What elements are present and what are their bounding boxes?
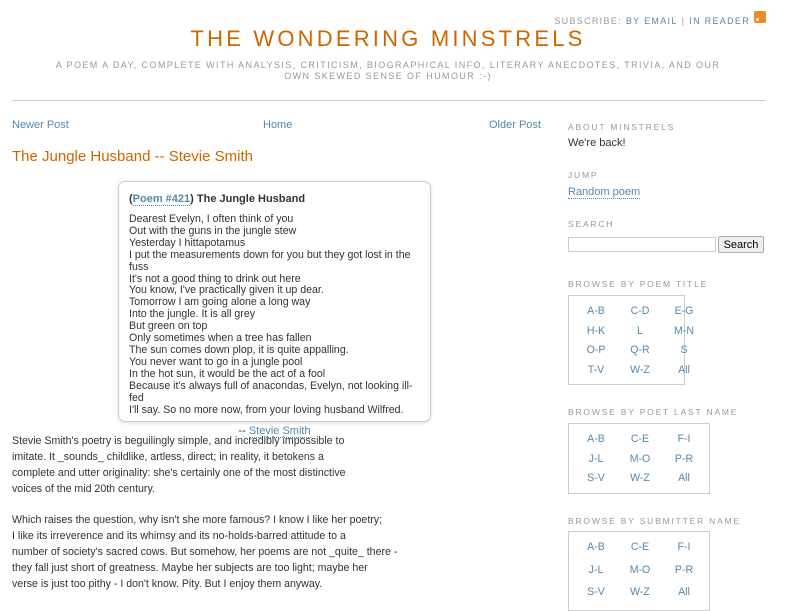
browse-poet-heading: BROWSE BY POET LAST NAME <box>568 407 739 417</box>
poem-line: You never want to go in a jungle pool <box>129 355 303 368</box>
rss-icon[interactable] <box>754 11 766 23</box>
text-line: Stevie Smith's poetry is beguilingly simple, and incredibly impossible to <box>12 435 345 447</box>
blog-title[interactable]: THE WONDERING MINSTRELS <box>190 26 586 51</box>
paren: ) <box>190 193 194 205</box>
browse-poet-link[interactable]: All <box>678 472 690 484</box>
browse-poet-link[interactable]: C-E <box>630 433 650 445</box>
poem-lines <box>129 214 420 416</box>
commentary-paragraph <box>12 512 397 592</box>
browse-submitter-heading: BROWSE BY SUBMITTER NAME <box>568 516 741 526</box>
text-line: number of society's sacred cows. But somehow, her poems are not _quite_ there - <box>12 546 398 558</box>
browse-poet-link[interactable]: W-Z <box>630 472 650 484</box>
browse-poem-title-link[interactable]: All <box>678 363 690 376</box>
search-heading: SEARCH <box>568 219 615 229</box>
browse-poem-title-heading: BROWSE BY POEM TITLE <box>568 279 709 289</box>
poem-line: The sun comes down plop, it is quite appalling. <box>129 343 349 356</box>
browse-poem-title-link[interactable]: O-P <box>586 344 606 356</box>
dash: -- <box>238 425 246 438</box>
poem-line: In the hot sun, it would be the act of a fool <box>129 367 326 380</box>
browse-submitter-link[interactable]: A-B <box>587 541 605 553</box>
text-line: I like its irreverence and its whimsy and its no-holds-barred attitude to a <box>12 530 346 542</box>
browse-submitter-link[interactable]: P-R <box>674 563 694 576</box>
search-button[interactable]: Search <box>718 236 764 253</box>
browse-submitter-link[interactable]: W-Z <box>630 586 650 599</box>
poem-line: Into the jungle. It is all grey <box>129 308 256 321</box>
browse-submitter-grid <box>568 531 710 611</box>
browse-poet-link[interactable]: M-O <box>629 452 651 465</box>
poem-line: But green on top <box>129 320 208 333</box>
browse-poet-link[interactable]: F-I <box>677 433 691 445</box>
browse-submitter-link[interactable]: All <box>678 586 690 599</box>
poem-line: Only sometimes when a tree has fallen <box>129 332 312 345</box>
subscribe-label: SUBSCRIBE: <box>554 16 622 26</box>
text-line: imitate. It _sounds_ childlike, artless, direct; in reality, it betokens a <box>12 451 324 463</box>
author-link[interactable]: Stevie Smith <box>248 425 311 438</box>
browse-poem-title-link[interactable]: M-N <box>673 324 694 337</box>
text-line: complete and utter originality: she's certainly one of the most distinctive <box>12 467 346 479</box>
subscribe-reader-link[interactable]: IN READER <box>689 16 750 26</box>
poem-number-link[interactable]: Poem #421 <box>132 193 191 205</box>
browse-poem-title-link[interactable]: T-V <box>587 363 605 376</box>
subscribe-email-link[interactable]: BY EMAIL <box>625 16 678 26</box>
browse-poem-title-link[interactable]: S <box>680 344 688 356</box>
browse-poet-link[interactable]: S-V <box>587 472 605 484</box>
text-line: they fall just short of greatness. Maybe her subjects are too light; maybe her <box>12 562 368 574</box>
poem-line: Tomorrow I am going alone a long way <box>129 296 311 309</box>
text-line: Which raises the question, why isn't she more famous? I know I like her poetry; <box>12 514 383 526</box>
poem-line: It's not a good thing to drink out here <box>129 272 301 285</box>
text-line: voices of the mid 20th century. <box>12 483 155 495</box>
browse-poem-title-grid <box>568 295 694 385</box>
separator: | <box>681 16 686 26</box>
browse-poem-title-link[interactable]: L <box>637 324 643 337</box>
about-text: We're back! <box>568 137 626 149</box>
older-post-link[interactable]: Older Post <box>489 119 541 131</box>
text-line: verse is just too pithy - I don't know. Pity. But I enjoy them anyway. <box>12 578 323 590</box>
about-heading: ABOUT MINSTRELS <box>568 122 676 132</box>
browse-poem-title-link[interactable]: W-Z <box>630 363 650 376</box>
browse-poet-link[interactable]: P-R <box>674 452 694 465</box>
browse-submitter-link[interactable]: S-V <box>587 586 605 599</box>
poem-line: Dearest Evelyn, I often think of you <box>129 213 294 225</box>
post-title: The Jungle Husband -- Stevie Smith <box>12 148 253 165</box>
browse-poet-link[interactable]: A-B <box>587 433 605 445</box>
header-divider <box>12 100 765 101</box>
newer-post-link[interactable]: Newer Post <box>12 119 69 131</box>
poem-line: I put the measurements down for you but they got lost in the fuss <box>129 248 411 273</box>
poem-line: Because it's always full of anacondas, Evelyn, not looking ill-fed <box>129 379 413 404</box>
browse-poem-title-link[interactable]: H-K <box>586 324 606 337</box>
browse-poem-title-link[interactable]: A-B <box>587 305 605 317</box>
browse-submitter-link[interactable]: M-O <box>629 563 651 576</box>
browse-submitter-link[interactable]: J-L <box>588 563 604 576</box>
browse-poet-grid <box>568 423 710 494</box>
commentary-paragraph <box>12 433 346 497</box>
browse-poet-link[interactable]: J-L <box>588 452 604 465</box>
search-input[interactable] <box>568 237 716 252</box>
paren: ( <box>129 193 133 205</box>
browse-submitter-link[interactable]: C-E <box>630 541 650 553</box>
poem-line: Yesterday I hittapotamus <box>129 236 246 249</box>
poem-line: Out with the guns in the jungle stew <box>129 224 297 237</box>
browse-poem-title-link[interactable]: C-D <box>630 305 650 317</box>
browse-poem-title-link[interactable]: Q-R <box>630 344 650 356</box>
poem-box <box>118 181 431 438</box>
poem-title: The Jungle Husband <box>196 193 306 205</box>
home-link[interactable]: Home <box>263 119 293 131</box>
browse-submitter-link[interactable]: F-I <box>677 541 691 553</box>
jump-heading: JUMP <box>568 170 599 180</box>
poem-line: You know, I've practically given it up dear. <box>129 284 324 297</box>
blog-tagline: A POEM A DAY, COMPLETE WITH ANALYSIS, CRITICISM, BIOGRAPHICAL INFO, LITERARY ANECDOTES, TRIVIA, AND OUR OWN SKEWED SENSE OF HUMOUR :-) <box>55 60 721 81</box>
random-poem-link[interactable]: Random poem <box>568 186 641 198</box>
poem-heading <box>129 193 420 205</box>
browse-poem-title-link[interactable]: E-G <box>674 305 694 317</box>
poem-line: I'll say. So no more now, from your loving husband Wilfred. <box>129 403 404 416</box>
